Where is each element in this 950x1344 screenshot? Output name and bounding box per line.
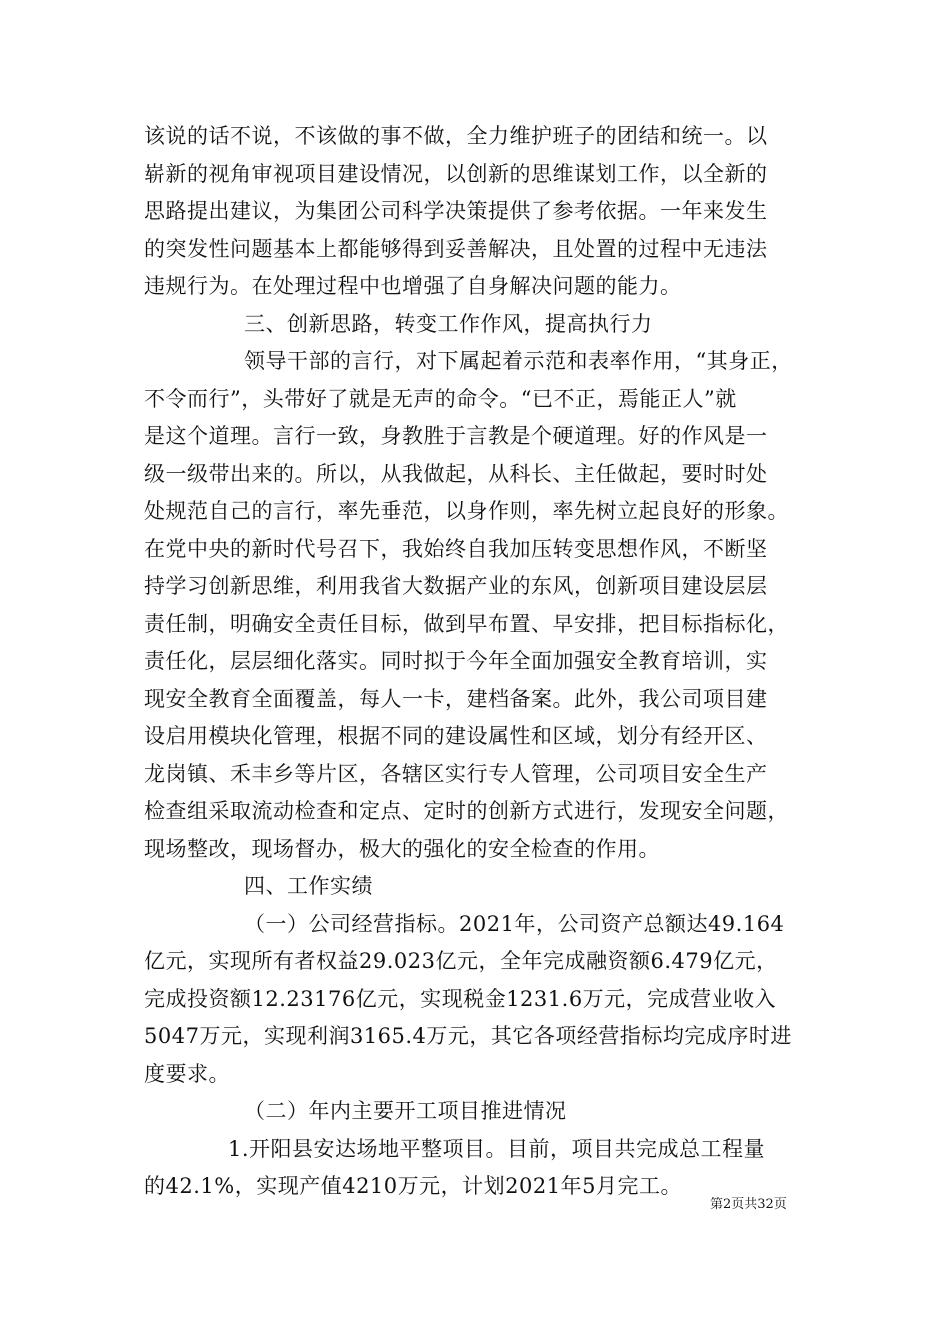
- text-line: 思路提出建议，为集团公司科学决策提供了参考依据。一年来发生: [144, 199, 768, 223]
- text-line: 持学习创新思维，利用我省大数据产业的东风，创新项目建设层层: [144, 574, 768, 598]
- text-line: 5047万元，实现利润3165.4万元，其它各项经营指标均完成序时进: [144, 1024, 792, 1048]
- text-line: 现场整改，现场督办，极大的强化的安全检查的作用。: [144, 837, 660, 861]
- text-line: 责任制，明确安全责任目标，做到早布置、早安排，把目标指标化，: [144, 612, 789, 636]
- text-line: 的42.1%，实现产值4210万元，计划2021年5月完工。: [144, 1174, 682, 1198]
- paragraph-first-line: 1.开阳县安达场地平整项目。目前，项目共完成总工程量: [228, 1137, 766, 1161]
- text-line: 现安全教育全面覆盖，每人一卡，建档备案。此外，我公司项目建: [144, 687, 768, 711]
- text-line: 不令而行”，头带好了就是无声的命令。“已不正，焉能正人”就: [144, 387, 737, 411]
- text-line: 检查组采取流动检查和定点、定时的创新方式进行，发现安全问题，: [144, 799, 789, 823]
- text-line: 龙岗镇、禾丰乡等片区，各辖区实行专人管理，公司项目安全生产: [144, 762, 768, 786]
- paragraph-first-line: （一）公司经营指标。2021年，公司资产总额达49.164: [244, 912, 785, 936]
- text-line: 设启用模块化管理，根据不同的建设属性和区域，划分有经开区、: [144, 724, 768, 748]
- text-line: 该说的话不说，不该做的事不做，全力维护班子的团结和统一。以: [144, 124, 768, 148]
- section-heading: 四、工作实绩: [244, 874, 373, 898]
- text-line: 的突发性问题基本上都能够得到妥善解决，且处置的过程中无违法: [144, 237, 768, 261]
- paragraph-first-line: 领导干部的言行，对下属起着示范和表率作用，“其身正，: [244, 349, 793, 373]
- text-line: 责任化，层层细化落实。同时拟于今年全面加强安全教育培训，实: [144, 649, 768, 673]
- subsection-heading: （二）年内主要开工项目推进情况: [244, 1099, 567, 1123]
- text-line: 亿元，实现所有者权益29.023亿元，全年完成融资额6.479亿元，: [144, 949, 778, 973]
- page-number-footer: 第2页共32页: [710, 1197, 787, 1212]
- text-line: 度要求。: [144, 1062, 230, 1086]
- text-line: 完成投资额12.23176亿元，实现税金1231.6万元，完成营业收入: [144, 987, 777, 1011]
- section-heading: 三、创新思路，转变工作作风，提高执行力: [244, 312, 653, 336]
- text-line: 处规范自己的言行，率先垂范，以身作则，率先树立起良好的形象。: [144, 499, 789, 523]
- text-line: 是这个道理。言行一致，身教胜于言教是个硬道理。好的作风是一: [144, 424, 768, 448]
- text-line: 在党中央的新时代号召下，我始终自我加压转变思想作风，不断坚: [144, 537, 768, 561]
- text-line: 违规行为。在处理过程中也增强了自身解决问题的能力。: [144, 274, 682, 298]
- text-line: 级一级带出来的。所以，从我做起，从科长、主任做起，要时时处: [144, 462, 768, 486]
- text-line: 崭新的视角审视项目建设情况，以创新的思维谋划工作，以全新的: [144, 162, 768, 186]
